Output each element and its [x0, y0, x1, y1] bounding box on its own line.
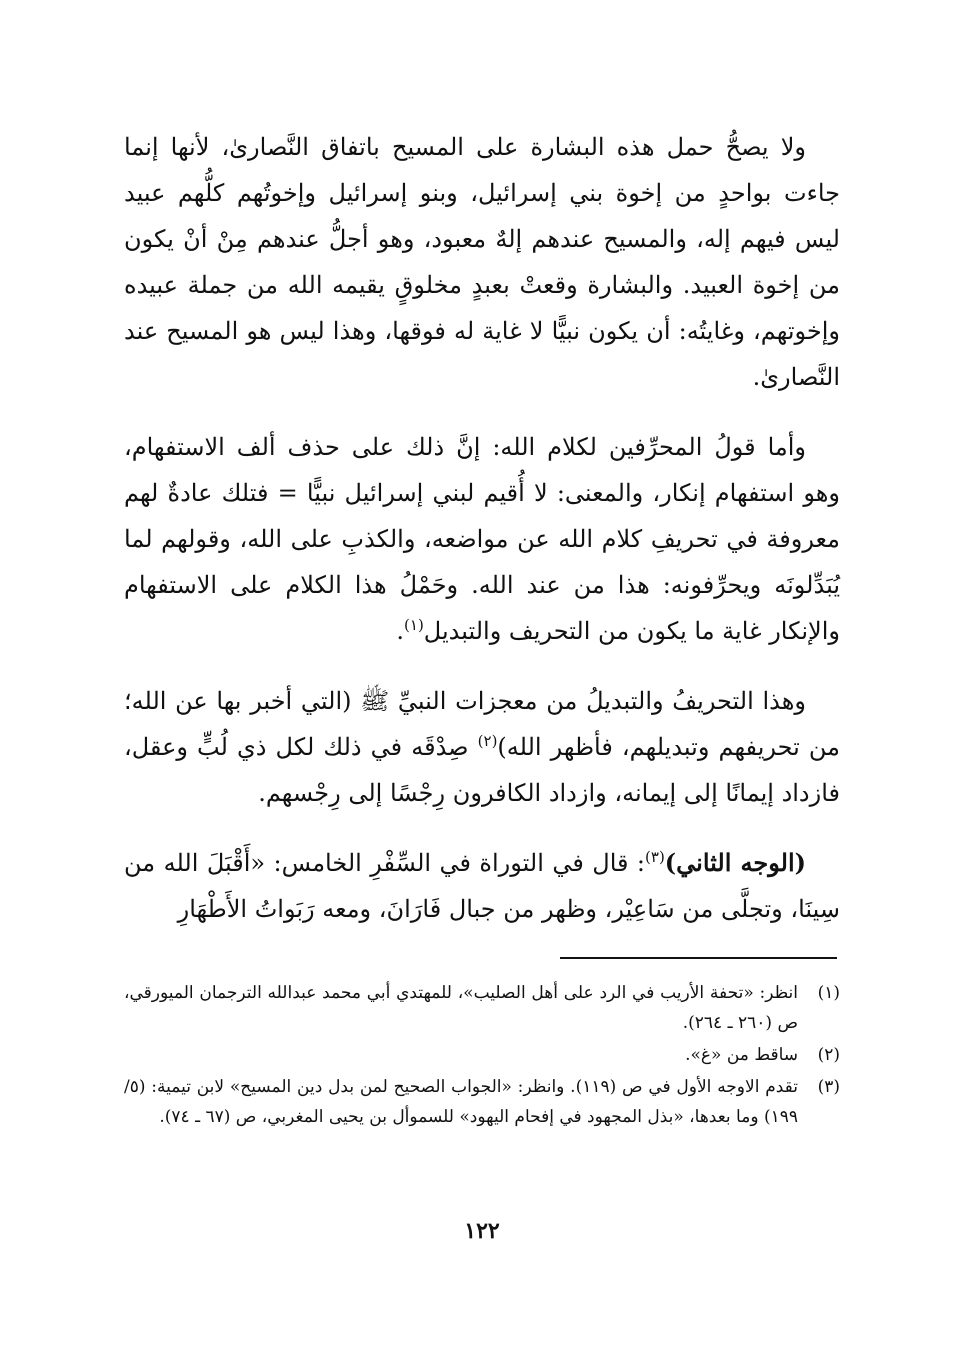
- footnote-divider: [560, 957, 837, 959]
- footnote-ref-1: (١): [404, 616, 424, 634]
- footnote-number: (٣): [817, 1077, 840, 1097]
- paragraph-4: [124, 840, 840, 932]
- paragraph-2-end: .: [396, 617, 405, 645]
- section-label: (الوجه الثاني): [664, 848, 806, 877]
- paragraph-1-text: ولا يصحُّ حمل هذه البشارة على المسيح باتفاق النَّصارىٰ، لأنها إنما جاءت بواحدٍ من إخوة بني إسرائيل، وبنو إسرائيل وإخوتُهم كلُّهم عبيد ليس فيهم إله، والمسيح عندهم إلهٌ معبود، وهو أجلُّ عندهم مِنْ أنْ يكون من إخوة العبيد. والبشارة وقعتْ بعبدٍ مخلوقٍ يقيمه الله من جملة عبيده وإخوتهم، وغايتُه: أن يكون نبيًّا لا غاية له فوقها، وهذا ليس هو المسيح عند النَّصارىٰ.: [124, 133, 840, 391]
- footnote-text: ساقط من «غ».: [685, 1045, 798, 1065]
- page-number: ١٢٢: [464, 1218, 500, 1244]
- footnote-2: [124, 1040, 840, 1070]
- paragraph-3-text-a: وهذا التحريفُ والتبديلُ من معجزات النبيِّ ﷺ (التي أخبر بها عن الله؛ من تحريفهم وتبديلهم، فأظهر الله): [124, 687, 840, 761]
- paragraph-3-text-b: صِدْقَه في ذلك لكل ذي لُبٍّ وعقل، فازداد إيمانًا إلى إيمانه، وازداد الكافرون رِجْسًا إلى رِجْسهم.: [124, 733, 840, 807]
- footnote-number: (١): [817, 983, 840, 1003]
- paragraph-2-text: وأما قولُ المحرِّفين لكلام الله: إنَّ ذلك على حذف ألف الاستفهام، وهو استفهام إنكار، والمعنى: لا أُقيم لبني إسرائيل نبيًّا = فتلك عادةٌ لهم معروفة في تحريفِ كلام الله عن مواضعه، والكذبِ على الله، وقولهم لما يُبَدِّلونَه ويحرِّفونه: هذا من عند الله. وحَمْلُ هذا الكلام على الاستفهام والإنكار غاية ما يكون من التحريف والتبديل: [124, 433, 840, 645]
- footnote-ref-2: (٢): [477, 732, 498, 750]
- footnotes: [124, 978, 840, 1134]
- footnote-ref-3: (٣): [645, 848, 665, 866]
- footnote-text: تقدم الاوجه الأول في ص (١١٩). وانظر: «الجواب الصحيح لمن بدل دين المسيح» لابن تيمية: (٥/ ١٩٩) وما بعدها، «بذل المجهود في إفحام اليهود» للسموأل بن يحيى المغربي، ص (٦٧ ـ ٧٤).: [124, 1077, 798, 1127]
- footnote-text: انظر: «تحفة الأريب في الرد على أهل الصليب»، للمهتدي أبي محمد عبدالله الترجمان الميورقي، ص (٢٦٠ ـ ٢٦٤).: [124, 983, 798, 1033]
- main-text: [124, 124, 840, 932]
- paragraph-1: [124, 124, 840, 400]
- paragraph-2: [124, 424, 840, 654]
- footnote-3: [124, 1072, 840, 1132]
- footnote-number: (٢): [817, 1045, 840, 1065]
- footnote-1: [124, 978, 840, 1038]
- paragraph-4-text: : قال في التوراة في السِّفْرِ الخامس: «أَقْبَلَ الله من سِينَا، وتجلَّى من سَاعِيْر، وظهر من جبال فَارَانَ، ومعه رَبَواتُ الأَطْهَارِ: [124, 849, 840, 923]
- paragraph-3: [124, 678, 840, 816]
